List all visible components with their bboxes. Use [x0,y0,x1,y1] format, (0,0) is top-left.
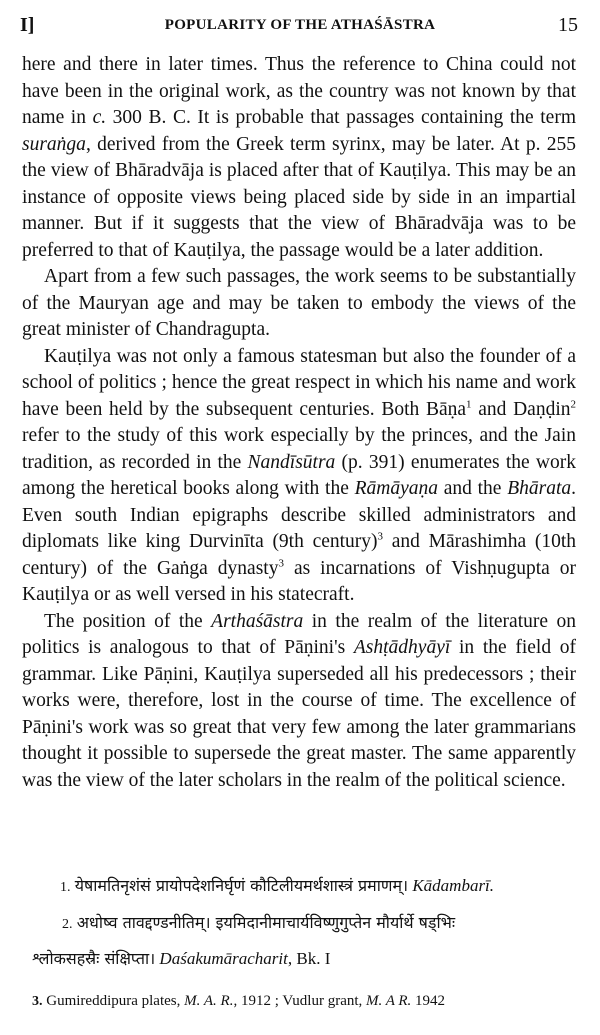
footnote-2-continued: श्लोकसहस्रैः संक्षिप्ता। Daśakumāracharit, Bk. I [32,949,331,968]
paragraph-3: Kauṭilya was not only a famous statesman but also the founder of a school of politics ; hence the great respect in which his name and work have been held by the subsequent centuries. Both Bāṇa$^1$ and Daṇḍin$^2$ refer to the study of this work especially by the princes, and the Jain tradition, as recorded in the Nandīsūtra (p. 391) enumerates the work among the heretical books along with the Rāmāyaṇa and the Bhārata. Even south Indian epigraphs describe skilled administrators and diplomats like king Durvinīta (9th century)$^3$ and Mārashimha (10th century) of the Gaṅga dynasty$^3$ as incarnations of Vishṇugupta or Kauṭilya or as well versed in his statecraft. [22,345,577,605]
footnote-3: 3. Gumireddipura plates, M. A. R., 1912 ; Vudlur grant, M. A R. 1942 [32,993,446,1009]
body-text [22,52,576,794]
footnote-2-source: Daśakumāracharit [159,949,288,968]
footnote-ref-3[interactable]: 3 [377,530,384,543]
paragraph-2: Apart from a few such passages, the work seems to be substantially of the Mauryan age and may be taken to embody the views of the great minister of Chandragupta. [22,266,576,340]
footnote-1-source: Kādambarī. [412,876,495,895]
section-marker: I] [20,14,35,36]
footnote-2-sanskrit-cont: श्लोकसहस्रैः संक्षिप्ता। [32,949,156,968]
paragraph-1: here and there in later times. Thus the reference to China could not have been in the original work, as the country was not known by that name in c. 300 B. C. It is probable that passages containing the term suraṅga, derived from the Greek term syrinx, may be later. At p. 255 the view of Bhāradvāja is placed after that of Kauṭilya. This may be an instance of opposite views being placed side by side in an impartial manner. But if it suggests that the view of Bhāradvāja was to be preferred to that of Kauṭilya, the passage would be a later addition. [22,54,576,261]
paragraph-4: The position of the Arthaśāstra in the realm of the literature on politics is analogous to that of Pāṇini's Ashṭādhyāyī in the field of grammar. Like Pāṇini, Kauṭilya superseded all his predecessors ; their works were, therefore, lost in the course of time. The excellence of Pāṇini's work was so great that very few among the later grammarians thought it possible to supersede the great master. The same apparently was the view of the later scholars in the realm of the political science. [22,610,577,791]
footnote-ref-2[interactable]: 2 [570,398,577,410]
footnote-1-sanskrit: येषामतिनृशंसं प्रायोपदेशनिर्घृणं कौटिलीयमर्थशास्त्रं प्रमाणम्। [74,876,409,895]
footnote-1: 1. येषामतिनृशंसं प्रायोपदेशनिर्घृणं कौटिलीयमर्थशास्त्रं प्रमाणम्। Kādambarī. [60,876,495,895]
footnote-ref-1[interactable]: 1 [466,398,472,410]
footnote-ref-3b[interactable]: 3 [278,557,284,569]
footnote-2-sanskrit: अधोष्व तावद्दण्डनीतिम्। इयमिदानीमाचार्यविष्णुगुप्तेन मौर्यार्थे षड्भिः [76,913,456,932]
page-number: 15 [558,14,578,36]
running-title: POPULARITY OF THE ATHAŚĀSTRA [164,17,436,33]
page-header [20,14,580,44]
footnote-2: 2. अधोष्व तावद्दण्डनीतिम्। इयमिदानीमाचार्यविष्णुगुप्तेन मौर्यार्थे षड्भिः [62,913,456,932]
